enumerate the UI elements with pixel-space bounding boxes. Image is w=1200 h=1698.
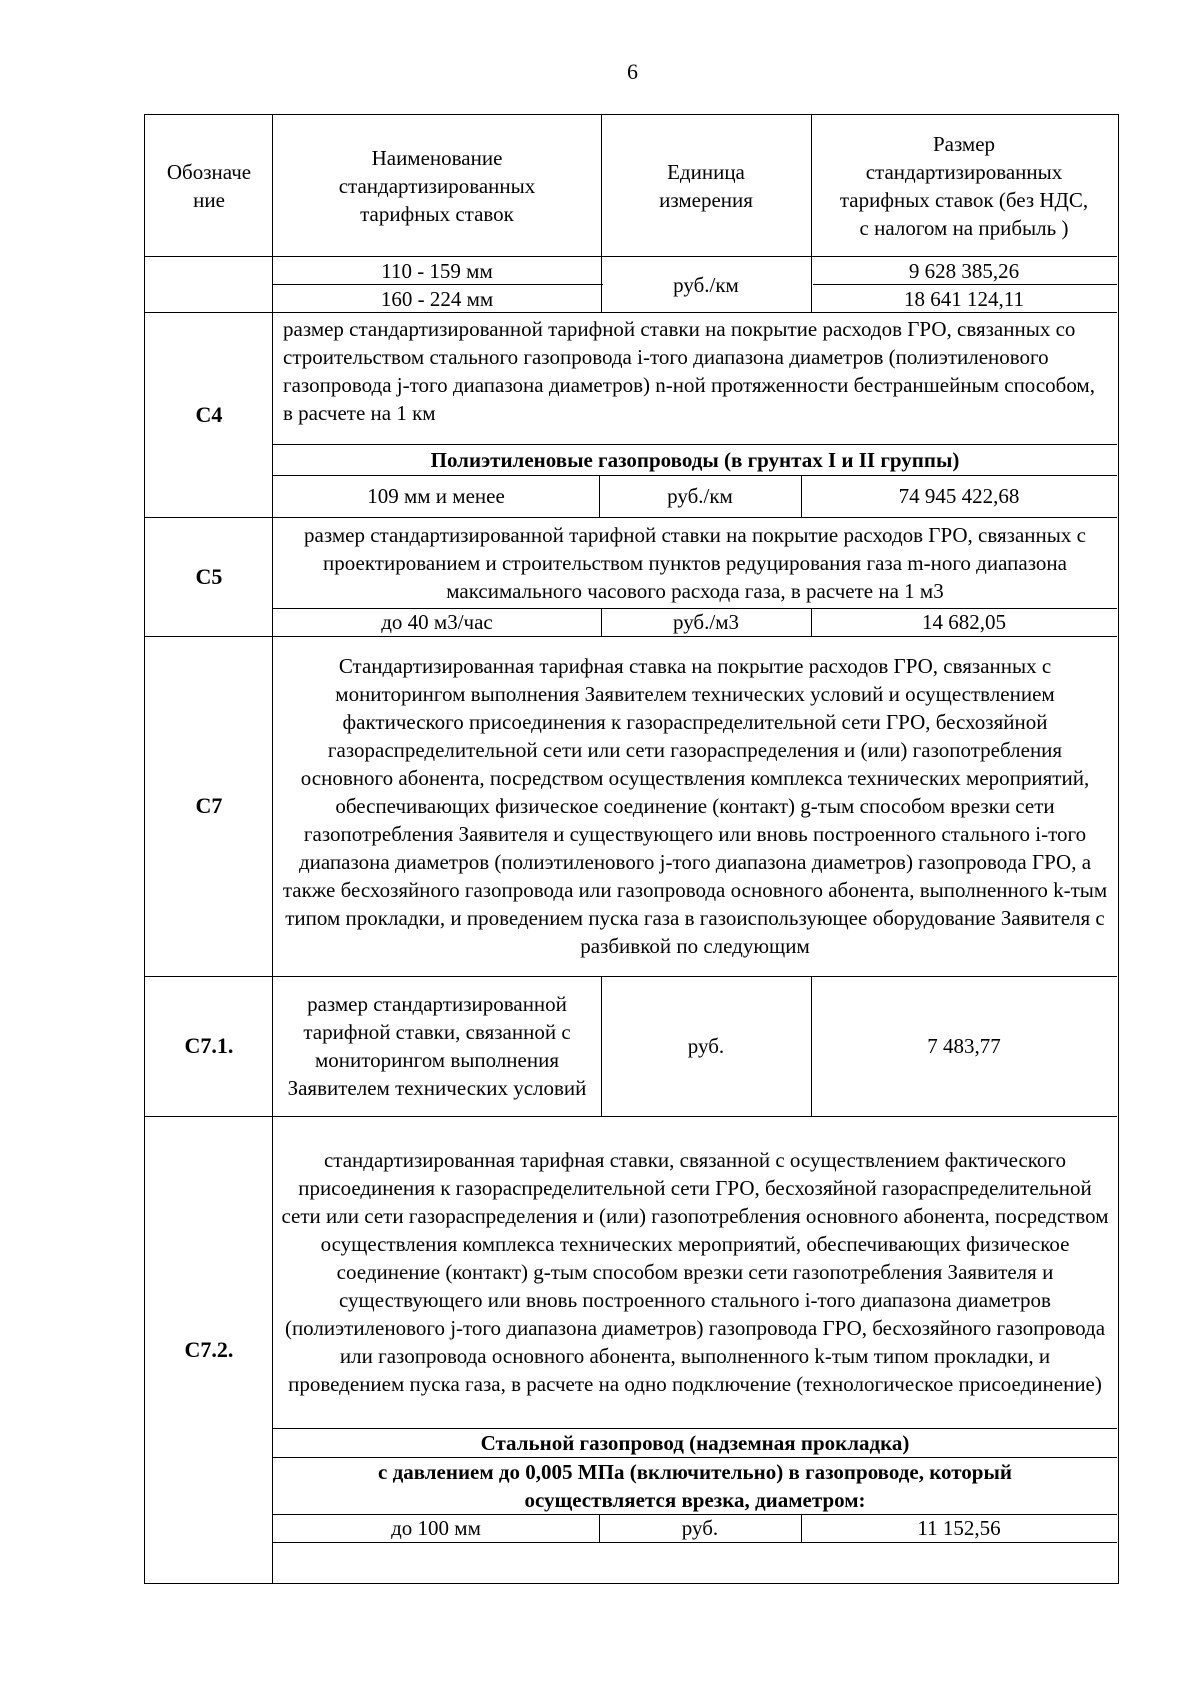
code-c7-1: С7.1. xyxy=(184,1033,234,1058)
table-row-value: 74 945 422,68 xyxy=(898,484,1020,508)
c7-2-subheader-steel: Стальной газопровод (надземная прокладка) xyxy=(480,1430,910,1455)
code-c7: С7 xyxy=(195,793,223,818)
code-c5: С5 xyxy=(195,563,223,589)
c7-description: Стандартизированная тарифная ставка на покрытие расходов ГРО, связанных с мониторингом выполнения Заявителем технических условий и осуществлением фактического присоединения к газораспределительной сети ГРО, бесхозяйной газораспределительной сети или сети газораспределения и (или) газопотребления основного абонента, посредством осуществления комплекса технических мероприятий, обеспечивающих физическое соединение (контакт) g-тым способом врезки сети газопотребления Заявителя и существующего или вновь построенного стального i-того диапазона диаметров (полиэтиленового j-того диапазона диаметров) газопровода ГРО, а также бесхозяйного газопровода или газопровода основного абонента, выполненного k-тым типом прокладки, и проведением пуска газа в газоиспользующее оборудование Заявителя с разбивкой по следующим xyxy=(282,654,1108,958)
table-row-unit: руб./км xyxy=(673,273,739,297)
code-c7-2: С7.2. xyxy=(184,1336,234,1362)
table-row-value: 14 682,05 xyxy=(922,610,1006,634)
table-row-value: 18 641 124,11 xyxy=(904,287,1024,311)
header-code: Обозначе ние xyxy=(166,160,252,212)
header-unit: Единица измерения xyxy=(659,160,753,212)
table-row-name: до 100 мм xyxy=(391,1516,481,1540)
header-name: Наименование стандартизированных тарифных ставок xyxy=(338,146,536,226)
table-row-unit: руб./м3 xyxy=(672,610,739,634)
c4-description: размер стандартизированной тарифной ставки на покрытие расходов ГРО, связанных со строительством стального газопровода i-того диапазона диаметров (полиэтиленового газопровода j-того диапазона диаметров) n-ной протяженности бестраншейным способом, в расчете на 1 км xyxy=(283,317,1095,425)
table-row-name: до 40 м3/час xyxy=(381,610,493,634)
tariff-table xyxy=(144,114,1119,1584)
table-row-value: 11 152,56 xyxy=(917,1516,1001,1540)
c7-2-description: стандартизированная тарифная ставки, связанной с осуществлением фактического присоединения к газораспределительной сети ГРО, бесхозяйной газораспределительной сети или сети газораспределения и (или) газопотребления основного абонента, посредством осуществления комплекса технических мероприятий, обеспечивающих физическое соединение (контакт) g-тым способом врезки сети газопотребления Заявителя и существующего или вновь построенного стального i-того диапазона диаметров (полиэтиленового j-того диапазона диаметров) газопровода ГРО, бесхозяйного газопровода или газопровода основного абонента, выполненного k-тым типом прокладки, и проведением пуска газа, в расчете на одно подключение (технологическое присоединение) xyxy=(281,1148,1109,1396)
header-value: Размер стандартизированных тарифных ставок (без НДС, с налогом на прибыль ) xyxy=(839,132,1089,240)
code-c4: С4 xyxy=(195,402,223,427)
c7-2-subheader-pressure: с давлением до 0,005 МПа (включительно) в газопроводе, который осуществляется врезка, диаметром: xyxy=(378,1459,1012,1512)
c7-1-name: размер стандартизированной тарифной ставки, связанной с мониторингом выполнения Заявителем технических условий xyxy=(287,992,587,1100)
c7-1-value: 7 483,77 xyxy=(927,1034,1001,1058)
table-row-value: 9 628 385,26 xyxy=(908,259,1020,283)
c4-subheader: Полиэтиленовые газопроводы (в грунтах I и II группы) xyxy=(430,447,960,472)
table-row-unit: руб./км xyxy=(667,484,733,508)
table-row-name: 110 - 159 мм xyxy=(381,259,493,283)
table-row-unit: руб. xyxy=(681,1516,719,1540)
table-row-name: 109 мм и менее xyxy=(367,484,505,508)
c7-1-unit: руб. xyxy=(687,1034,725,1058)
table-row-name: 160 - 224 мм xyxy=(380,287,494,311)
c5-description: размер стандартизированной тарифной ставки на покрытие расходов ГРО, связанных с проектированием и строительством пунктов редуцирования газа m-ного диапазона максимального часового расхода газа, в расчете на 1 м3 xyxy=(304,522,1086,603)
page-number: 6 xyxy=(627,59,638,84)
